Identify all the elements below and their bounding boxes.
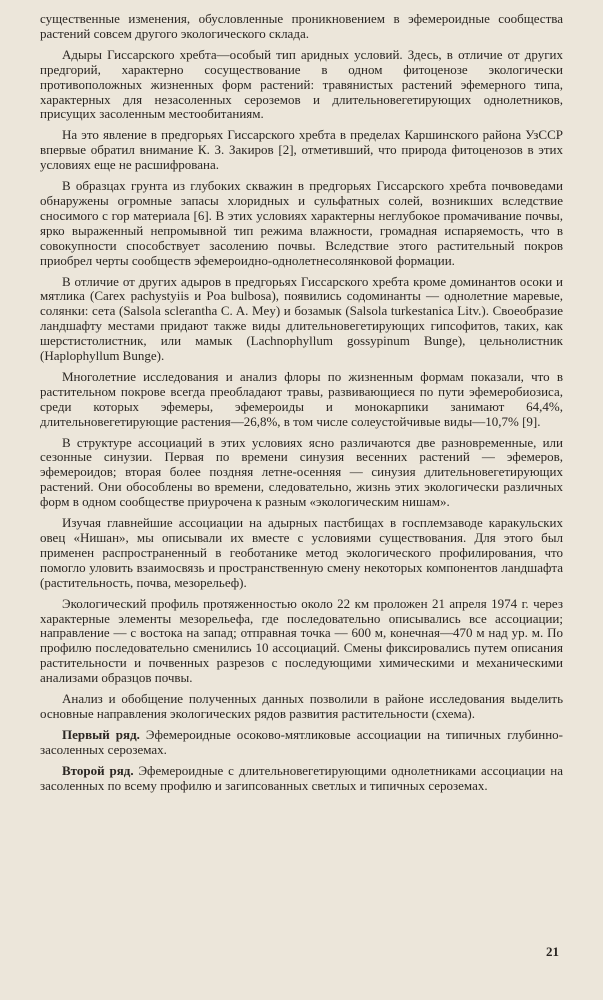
paragraph-1: существенные изменения, обусловленные проникновением в эфемероидные сообщества растений совсем другого экологического склада. — [40, 11, 563, 41]
page-number: 21 — [546, 944, 559, 959]
paragraph-8: Изучая главнейшие ассоциации на адырных пастбищах в госплемзаводе каракульских овец «Нишан», мы описывали их вместе с условиями существования. Для этого был применен распространенный в геоботанике метод экологического профилирования, что помогло уловить взаимосвязь и пространственную смену некоторых компонентов ландшафта (растительность, почва, мезорельеф). — [40, 515, 563, 590]
paragraph-2: Адыры Гиссарского хребта—особый тип аридных условий. Здесь, в отличие от других предгорий, характерно сосуществование в одном фитоценозе экологически противоположных жизненных форм растений: травянистых растений эфемерного типа, характерных для незасоленных сероземов и длительновегетирующих однолетников, присущих засоленным местообитаниям. — [40, 46, 563, 122]
paragraph-9: Экологический профиль протяженностью около 22 км проложен 21 апреля 1974 г. через характерные элементы мезорельефа, где последовательно описывались все ассоциации; направление — с востока на запад; отправная точка — 600 м, конечная—470 м над ур. м. По профилю последовательно сменились 10 ассоциаций. Смены фиксировались путем описания растительности и почвенных разрезов с последующими химическими и механическими анализами образцов почвы. — [40, 595, 563, 686]
paragraph-7: В структуре ассоциаций в этих условиях ясно различаются две разновременные, или сезонные синузии. Первая по времени синузия весенних растений — эфемеров, эфемероидов; вторая более поздняя летне-осенняя — синузия длительновегетирующих растений. Они обособлены во времени, следовательно, жизнь этих экологически различных форм в одном сообществе приурочена к разным «экологическим нишам». — [40, 434, 563, 510]
row-second-label: Второй ряд. — [62, 762, 134, 778]
row-first-label: Первый ряд. — [62, 726, 140, 742]
row-second-text: Эфемероидные с длительновегетирующими однолетниками ассоциации на засоленных по всему профилю и загипсованных светлых и типичных сероземах. — [40, 762, 564, 793]
paragraph-4: В образцах грунта из глубоких скважин в предгорьях Гиссарского хребта почвоведами обнаружены огромные запасы хлоридных и сульфатных солей, возникших вследствие сносимого с гор материала [6]. В этих условиях характерны неглубокое промачивание почвы, ярко выраженный непромывной тип режима влажности, громадная испаряемость, что в совокупности способствует засолению почвы. Вследствие этого растительный покров приобрел черты сообществ эфемероидно-однолетнесолянковой формации. — [40, 178, 563, 268]
paragraph-10: Анализ и обобщение полученных данных позволили в районе исследования выделить основные направления экологических рядов развития растительности (схема). — [40, 691, 563, 721]
row-second — [40, 764, 563, 794]
paragraph-5: В отличие от других адыров в предгорьях Гиссарского хребта кроме доминантов осоки и мятлика (Carex pachystyiis и Poa bulbosa), появились содоминанты — однолетние маревые, солянки: сета (Salsola sclerantha C. A. Mey) и бозамык (Salsola turkestanica Litv.). Своеобразие ландшафту местами придают также виды длительновегетирующих гипсофитов, таких, как шерстистолистник, или мамык (Lachnophyllum gossypinum Bunge), цельнолистник (Haplophyllum Bunge). — [40, 273, 563, 364]
row-first-text: Эфемероидные осоково-мятликовые ассоциации на типичных глубинно-засоленных сероземах. — [40, 726, 563, 757]
paragraph-3: На это явление в предгорьях Гиссарского хребта в пределах Каршинского района УзССР впервые обратил внимание К. З. Закиров [2], отметивший, что природа фитоценозов в этих условиях еще не расшифрована. — [40, 127, 563, 173]
paragraph-6: Многолетние исследования и анализ флоры по жизненным формам показали, что в растительном покрове всегда преобладают травы, развивающиеся по пути эфемеробиозиса, среди которых эфемеры, эфемероиды и монокарпики занимают 64,4%, длительновегетирующие растения—26,8%, в том числе солеустойчивые виды—10,7% [9]. — [40, 368, 563, 429]
document-page — [40, 12, 563, 800]
row-first — [40, 728, 563, 758]
